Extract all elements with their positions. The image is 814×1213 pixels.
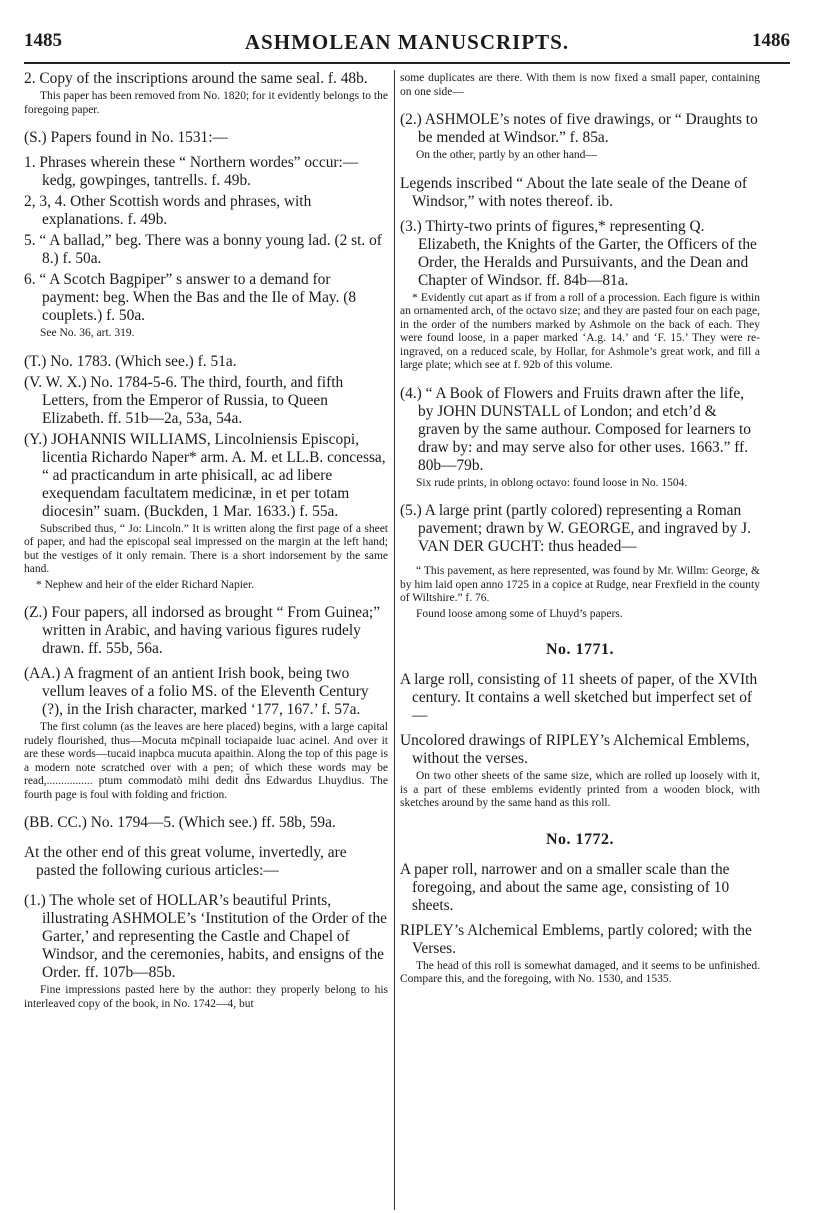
no-1771-contents: Uncolored drawings of RIPLEY’s Alchemical Emblems, without the verses. bbox=[400, 732, 750, 767]
legends-entry: Legends inscribed “ About the late seale of the Deane of Windsor,” with notes thereof. ib. bbox=[400, 174, 748, 210]
entry-y-footnote: * Nephew and heir of the elder Richard Napier. bbox=[36, 578, 255, 591]
entry-2-note: This paper has been removed from No. 1820; for it evidently belongs to the foregoing paper. bbox=[24, 90, 388, 116]
entry-r-2: (2.) ASHMOLE’s notes of five drawings, or “ Draughts to be mended at Windsor.” f. 85a. bbox=[400, 111, 758, 146]
entry-s-6: 6. “ A Scotch Bagpiper” s answer to a demand for payment: beg. When the Bas and the Ile of May. (8 couplets.) f. 50a. bbox=[24, 271, 357, 324]
entry-s-1: 1. Phrases wherein these “ Northern wordes” occur:—kedg, gowpinges, tantrells. f. 49b. bbox=[24, 154, 359, 189]
entry-t: (T.) No. 1783. (Which see.) f. 51a. bbox=[24, 352, 237, 370]
no-1771-note: On two other sheets of the same size, which are rolled up loosely with it, is a part of these emblems evidently printed from a wooden block, with sketches around by the same hand as this roll. bbox=[400, 770, 760, 809]
heading-no-1771: No. 1771. bbox=[545, 641, 615, 658]
entry-r-4: (4.) “ A Book of Flowers and Fruits drawn after the life, by JOHN DUNSTALL of London; and etch’d & graven by the same authour. Composed for learners to draw by: and may serve also for other uses. 1663.” ff. 80b—79b. bbox=[400, 384, 751, 474]
entry-aa-note: The first column (as the leaves are here placed) begins, with a large capital rudely flourished, thus—Mocuta mc̄pinall tociapaide luac acinel. And over it are these words—tucaid inapbca mucuta apaithin. Along the top of this page is a modern note scratched over with a pen; of which these words may be read,................ ptum commodatò mihi dedit d̃ns Edwardus Lhuydius. The fourth page is foul with folding and friction. bbox=[24, 721, 388, 801]
left-column bbox=[24, 70, 388, 1011]
page bbox=[24, 30, 790, 1010]
page-number-right: 1486 bbox=[752, 30, 790, 51]
entry-s-6-note: See No. 36, art. 319. bbox=[40, 327, 135, 339]
page-number-left: 1485 bbox=[24, 30, 62, 51]
entry-aa: (AA.) A fragment of an antient Irish book, being two vellum leaves of a folio MS. of the Eleventh Century (?), in the Irish character, marked ‘177, 167.’ f. 57a. bbox=[24, 665, 369, 718]
no-1772-note: The head of this roll is somewhat damaged, and it seems to be unfinished. Compare this, and the foregoing, with No. 1530, and 1535. bbox=[400, 959, 760, 985]
entry-s-5: 5. “ A ballad,” beg. There was a bonny young lad. (2 st. of 8.) f. 50a. bbox=[24, 232, 382, 267]
entry-bb-cc: (BB. CC.) No. 1794—5. (Which see.) ff. 58b, 59a. bbox=[24, 814, 336, 831]
heading-no-1772: No. 1772. bbox=[545, 830, 615, 848]
entry-r-2-note: On the other, partly by an other hand— bbox=[416, 149, 597, 161]
header-rule bbox=[24, 62, 790, 64]
entry-r-5-note: “ This pavement, as here represented, was found by Mr. Willm: George, & by him laid open anno 1725 in a copice at Rudge, near Frexfield in the county of Wiltshire.” f. 76. bbox=[400, 565, 760, 604]
entry-vwx: (V. W. X.) No. 1784-5-6. The third, fourth, and fifth Letters, from the Emperor of Russia, to Queen Elizabeth. ff. 51b—2a, 53a, 54a. bbox=[24, 373, 344, 427]
section-s-heading: (S.) Papers found in No. 1531:— bbox=[24, 129, 228, 146]
column-divider bbox=[394, 70, 395, 1210]
entry-hollar-1-note: Fine impressions pasted here by the author: they properly belong to his interleaved copy of the book, in No. 1742—4, but bbox=[24, 984, 388, 1010]
right-column bbox=[400, 70, 760, 987]
entry-s-2-4: 2, 3, 4. Other Scottish words and phrases, with explanations. f. 49b. bbox=[24, 193, 312, 228]
entry-y-note: Subscribed thus, “ Jo: Lincoln.” It is written along the first page of a sheet of paper, and had the episcopal seal impressed on the margin at the left hand; but the vestiges of it only remain. There is a short indorsement by the same hand. bbox=[24, 522, 388, 575]
entry-r-5-note-2: Found loose among some of Lhuyd’s papers. bbox=[416, 607, 623, 620]
no-1771-description: A large roll, consisting of 11 sheets of paper, of the XVIth century. It contains a well sketched but imperfect set of— bbox=[400, 671, 758, 724]
entry-r-3: (3.) Thirty-two prints of figures,* representing Q. Elizabeth, the Knights of the Garter, the Officers of the Order, the Heralds and Pursuivants, and the Dean and Chapter of Windsor. ff. 84b—81a. bbox=[400, 217, 757, 289]
entry-r-4-note: Six rude prints, in oblong octavo: found loose in No. 1504. bbox=[416, 476, 688, 489]
no-1772-contents: RIPLEY’s Alchemical Emblems, partly colored; with the Verses. bbox=[400, 921, 752, 957]
entry-r-3-footnote: * Evidently cut apart as if from a roll of a procession. Each figure is within an ornamented arch, of the octavo size; and they are pasted four on each page, in the order of the numbers marked by Ashmole on the back of each. They were found loose, in a paper marked ‘A.g. 14.’ and ‘F. 15.’ They were re-ingraved, on a reduced scale, by Hollar, for Ashmole’s great work, and fill a large plate; which see at f. 92b of this volume. bbox=[400, 291, 760, 371]
entry-r-5: (5.) A large print (partly colored) representing a Roman pavement; drawn by W. GEORGE, and ingraved by J. VAN DER GUCHT: thus headed— bbox=[400, 502, 751, 555]
running-header bbox=[24, 30, 790, 58]
no-1772-description: A paper roll, narrower and on a smaller scale than the foregoing, and about the same age, consisting of 10 sheets. bbox=[400, 860, 730, 914]
entry-y: (Y.) JOHANNIS WILLIAMS, Lincolniensis Episcopi, licentia Richardo Naper* arm. A. M. et LL.B. concessa, “ ad practicandum in arte phisicall, ac ad libere exequendam facultatem medicinæ, in et per totam diocesin” suam. (Buckden, 1 Mar. 1633.) f. 55a. bbox=[24, 430, 386, 520]
continued-note: some duplicates are there. With them is now fixed a small paper, containing on one side— bbox=[400, 72, 760, 98]
other-end-intro: At the other end of this great volume, invertedly, are pasted the following curious articles:— bbox=[24, 844, 347, 879]
entry-hollar-1: (1.) The whole set of HOLLAR’s beautiful Prints, illustrating ASHMOLE’s ‘Institution of the Order of the Garter,’ and representing the Castle and Chapel of Windsor, and the ceremonies, habits, and ensigns of the Order. ff. 107b—85b. bbox=[24, 892, 387, 981]
entry-z: (Z.) Four papers, all indorsed as brought “ From Guinea;” written in Arabic, and having various figures rudely drawn. ff. 55b, 56a. bbox=[24, 604, 381, 657]
entry-2: 2. Copy of the inscriptions around the same seal. f. 48b. bbox=[24, 70, 368, 87]
running-title: ASHMOLEAN MANUSCRIPTS. bbox=[244, 30, 570, 54]
